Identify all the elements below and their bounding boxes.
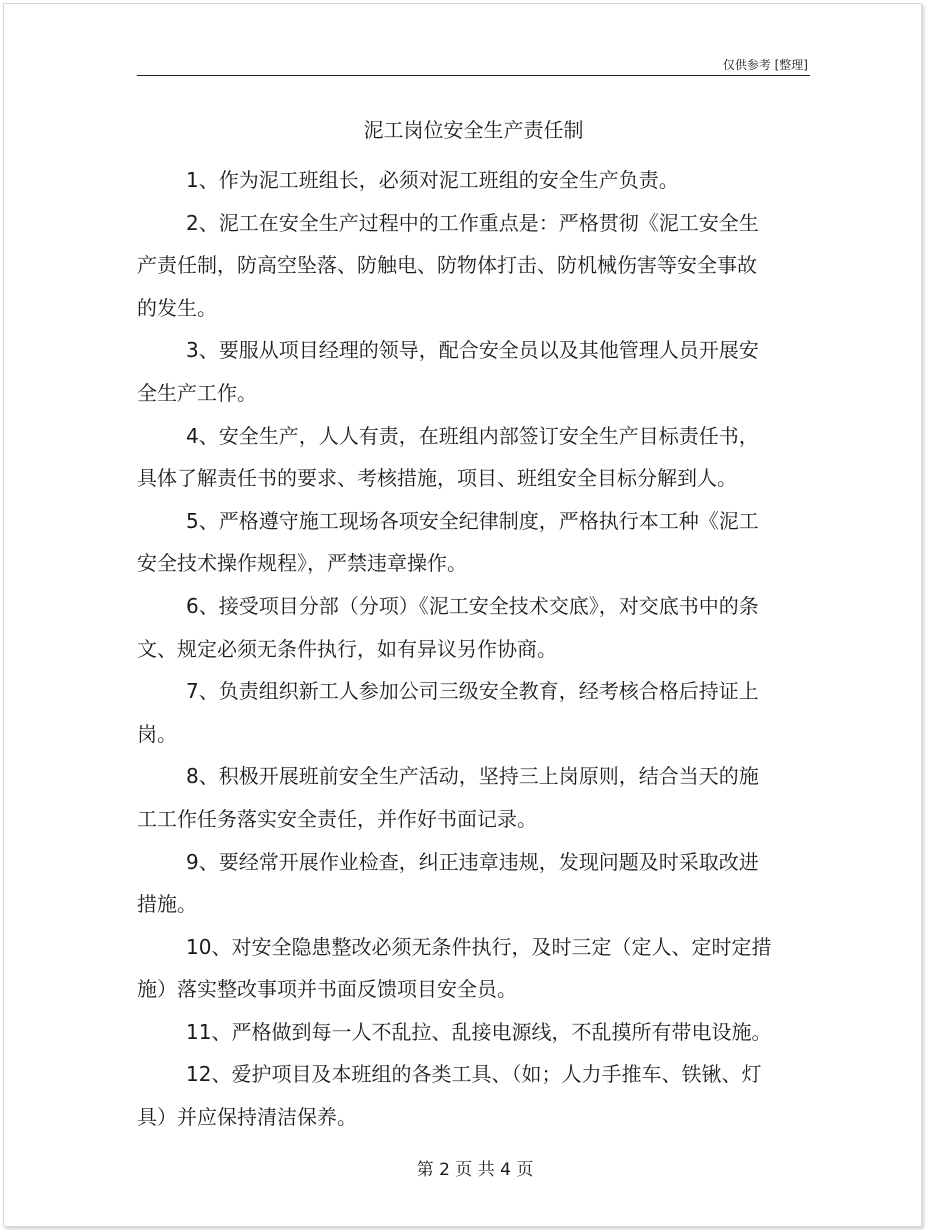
paragraph-line: 文、规定必须无条件执行，如有异议另作协商。: [137, 636, 557, 661]
paragraph-line: 10、对安全隐患整改必须无条件执行，及时三定（定人、定时定措: [186, 934, 772, 959]
header-note: 仅供参考 [整理]: [722, 58, 808, 72]
paragraph-line: 全生产工作。: [137, 380, 257, 405]
paragraph-line: 1、作为泥工班组长，必须对泥工班组的安全生产负责。: [186, 168, 679, 192]
paragraph: [137, 1053, 810, 1138]
paragraph: [137, 585, 810, 670]
header-divider: [137, 75, 810, 76]
paragraph-line: 安全技术操作规程》，严禁违章操作。: [137, 551, 467, 576]
paragraph-line: 具）并应保持清洁保养。: [137, 1105, 357, 1130]
paragraph-line: 施）落实整改事项并书面反馈项目安全员。: [137, 977, 517, 1002]
paragraph-line: 12、爱护项目及本班组的各类工具、（如；人力手推车、铁锹、灯: [186, 1062, 762, 1087]
paragraph: [137, 159, 810, 202]
paragraph-line: 8、积极开展班前安全生产活动，坚持三上岗原则，结合当天的施: [186, 764, 759, 789]
paragraph-line: 具体了解责任书的要求、考核措施，项目、班组安全目标分解到人。: [137, 466, 737, 491]
paragraph: [137, 670, 810, 755]
paragraph-line: 岗。: [137, 721, 177, 746]
document-title: 泥工岗位安全生产责任制: [363, 118, 584, 142]
paragraph: [137, 500, 810, 585]
paragraph: [137, 1011, 810, 1054]
paragraph-line: 2、泥工在安全生产过程中的工作重点是：严格贯彻《泥工安全生: [186, 210, 759, 235]
paragraph-line: 9、要经常开展作业检查，纠正违章违规，发现问题及时采取改进: [186, 849, 759, 874]
paragraph-line: 措施。: [137, 892, 197, 917]
paragraph-line: 6、接受项目分部（分项）《泥工安全技术交底》，对交底书中的条: [186, 593, 759, 618]
paragraph-line: 5、严格遵守施工现场各项安全纪律制度，严格执行本工种《泥工: [186, 508, 759, 533]
document-body: [137, 159, 810, 1139]
paragraph: [137, 755, 810, 840]
paragraph-line: 工工作任务落实安全责任，并作好书面记录。: [137, 806, 537, 831]
paragraph-line: 的发生。: [137, 295, 217, 320]
paragraph: [137, 415, 810, 500]
paragraph-line: 7、负责组织新工人参加公司三级安全教育，经考核合格后持证上: [186, 679, 759, 704]
paragraph-line: 11、严格做到每一人不乱拉、乱接电源线，不乱摸所有带电设施。: [186, 1019, 772, 1044]
paragraph: [137, 841, 810, 926]
paragraph: [137, 329, 810, 414]
paragraph-line: 产责任制，防高空坠落、防触电、防物体打击、防机械伤害等安全事故: [137, 253, 757, 278]
page-number: 第 2 页 共 4 页: [416, 1160, 534, 1180]
paragraph: [137, 926, 810, 1011]
paragraph-line: 3、要服从项目经理的领导，配合安全员以及其他管理人员开展安: [186, 338, 759, 363]
paragraph: [137, 202, 810, 330]
paragraph-line: 4、安全生产，人人有责，在班组内部签订安全生产目标责任书，: [186, 423, 759, 448]
